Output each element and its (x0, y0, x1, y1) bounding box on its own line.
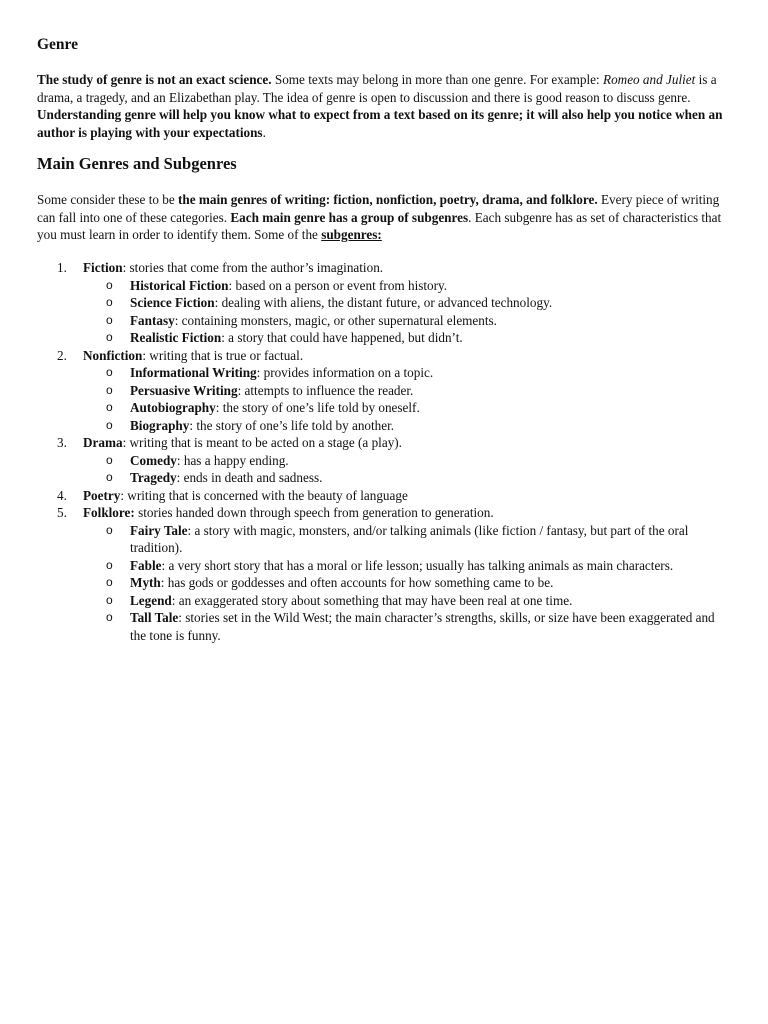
subgenre-description: : has a happy ending. (176, 452, 289, 468)
subgenre-item (0, 294, 768, 312)
genre-list (0, 259, 768, 644)
subgenre-term: Fantasy (130, 312, 175, 328)
subgenre-term: Science Fiction (130, 295, 215, 310)
subgenre-term: Historical Fiction (130, 277, 229, 293)
subgenre-item (0, 469, 768, 487)
genre-item (0, 504, 768, 522)
subgenre-item (0, 609, 768, 644)
bullet-icon: o (106, 610, 113, 624)
genre-description: : writing that is true or factual. (142, 347, 304, 363)
subgenre-item (0, 522, 768, 557)
genre-number: 5. (57, 505, 67, 520)
section-text-2: Every piece of writing can fall into one of these categories. (37, 192, 720, 225)
subgenre-description: : the story of one’s life told by oneself. (215, 400, 420, 415)
section-bold-2: Each main genre has a group of subgenres (230, 209, 469, 225)
bullet-icon: o (106, 330, 113, 344)
bullet-icon: o (106, 277, 113, 292)
bullet-icon: o (106, 452, 113, 467)
subgenre-term: Persuasive Writing (130, 382, 238, 398)
section-heading: Main Genres and Subgenres (37, 154, 237, 173)
subgenre-description: : stories set in the Wild West; the main character’s strengths, skills, or size have been exaggerated and the tone is funny. (130, 610, 715, 643)
intro-bold-lead: The study of genre is not an exact science. (37, 72, 272, 87)
subgenre-description: : has gods or goddesses and often accounts for how something came to be. (160, 575, 554, 590)
subgenre-item (0, 574, 768, 592)
bullet-icon: o (106, 417, 113, 432)
genre-description: : stories that come from the author’s imagination. (122, 260, 384, 275)
subgenre-description: : ends in death and sadness. (176, 470, 323, 485)
subgenre-term: Tragedy (130, 470, 177, 485)
subgenre-item (0, 277, 768, 295)
subgenre-term: Informational Writing (130, 365, 257, 380)
intro-period: . (262, 124, 266, 140)
subgenre-term: Tall Tale (130, 610, 179, 625)
subgenre-description: : provides information on a topic. (256, 365, 434, 380)
subgenre-term: Fable (130, 557, 162, 573)
section-underlined: subgenres: (321, 227, 382, 242)
bullet-icon: o (106, 365, 113, 379)
genre-description: : writing that is concerned with the beauty of language (120, 487, 408, 503)
subgenre-description: : based on a person or event from history. (228, 277, 448, 293)
subgenre-item (0, 592, 768, 610)
subgenre-description: : an exaggerated story about something that may have been real at one time. (171, 592, 573, 608)
genre-term: Folklore: (83, 505, 135, 520)
genre-number: 4. (57, 487, 67, 503)
bullet-icon: o (106, 557, 113, 572)
genre-number: 3. (57, 435, 67, 450)
genre-item (0, 434, 768, 452)
genre-item (0, 347, 768, 365)
bullet-icon: o (106, 400, 113, 414)
subgenre-term: Legend (130, 592, 172, 608)
subgenre-description: : dealing with aliens, the distant future, or advanced technology. (214, 295, 553, 310)
genre-item (0, 487, 768, 505)
page-title: Genre (37, 36, 79, 53)
genre-description: : writing that is meant to be acted on a stage (a play). (122, 435, 402, 450)
genre-term: Poetry (83, 487, 121, 503)
subgenre-description: : the story of one’s life told by another. (189, 417, 395, 433)
subgenre-item (0, 417, 768, 435)
subgenre-term: Myth (130, 575, 161, 590)
subgenre-item (0, 329, 768, 347)
subgenre-item (0, 364, 768, 382)
subgenre-item (0, 382, 768, 400)
subgenre-item (0, 557, 768, 575)
intro-text-1: Some texts may belong in more than one genre. For example: (271, 72, 604, 87)
genre-term: Drama (83, 435, 123, 450)
subgenre-description: : a story with magic, monsters, and/or talking animals (like fiction / fantasy, but part of the oral tradition). (130, 522, 689, 555)
intro-bold-end: Understanding genre will help you know what to expect from a text based on its genre; it will also help you notice when an author is playing with your expectations (37, 107, 723, 140)
bullet-icon: o (106, 522, 113, 537)
subgenre-description: : a story that could have happened, but didn’t. (221, 330, 463, 345)
intro-example-title: Romeo and Juliet (603, 72, 696, 87)
section-bold-1: the main genres of writing: fiction, nonfiction, poetry, drama, and folklore. (178, 192, 598, 207)
subgenre-term: Biography (130, 417, 190, 433)
subgenre-description: : containing monsters, magic, or other supernatural elements. (174, 312, 497, 328)
genre-description: stories handed down through speech from generation to generation. (134, 505, 494, 520)
subgenre-term: Realistic Fiction (130, 330, 222, 345)
intro-paragraph (37, 71, 737, 141)
genre-number: 1. (57, 260, 67, 275)
subgenre-description: : attempts to influence the reader. (237, 382, 414, 398)
genre-term: Nonfiction (83, 347, 143, 363)
genre-term: Fiction (83, 260, 123, 275)
subgenre-term: Autobiography (130, 400, 216, 415)
intro-text-2: is a drama, a tragedy, and an Elizabethan play. The idea of genre is open to discussion and there is good reason to discuss genre. (37, 72, 717, 105)
section-text-3: . Each subgenre has as set of characteristics that you must learn in order to identify them. Some of the (37, 209, 722, 242)
bullet-icon: o (106, 575, 113, 589)
subgenre-item (0, 452, 768, 470)
subgenre-description: : a very short story that has a moral or life lesson; usually has talking animals as main characters. (161, 557, 674, 573)
subgenre-item (0, 399, 768, 417)
bullet-icon: o (106, 470, 113, 484)
bullet-icon: o (106, 312, 113, 327)
bullet-icon: o (106, 592, 113, 607)
section-paragraph (37, 191, 737, 244)
genre-item (0, 259, 768, 277)
subgenre-term: Fairy Tale (130, 522, 188, 538)
subgenre-term: Comedy (130, 452, 177, 468)
subgenre-item (0, 312, 768, 330)
bullet-icon: o (106, 295, 113, 309)
genre-number: 2. (57, 347, 67, 363)
bullet-icon: o (106, 382, 113, 397)
section-text-1: Some consider these to be (37, 192, 178, 207)
